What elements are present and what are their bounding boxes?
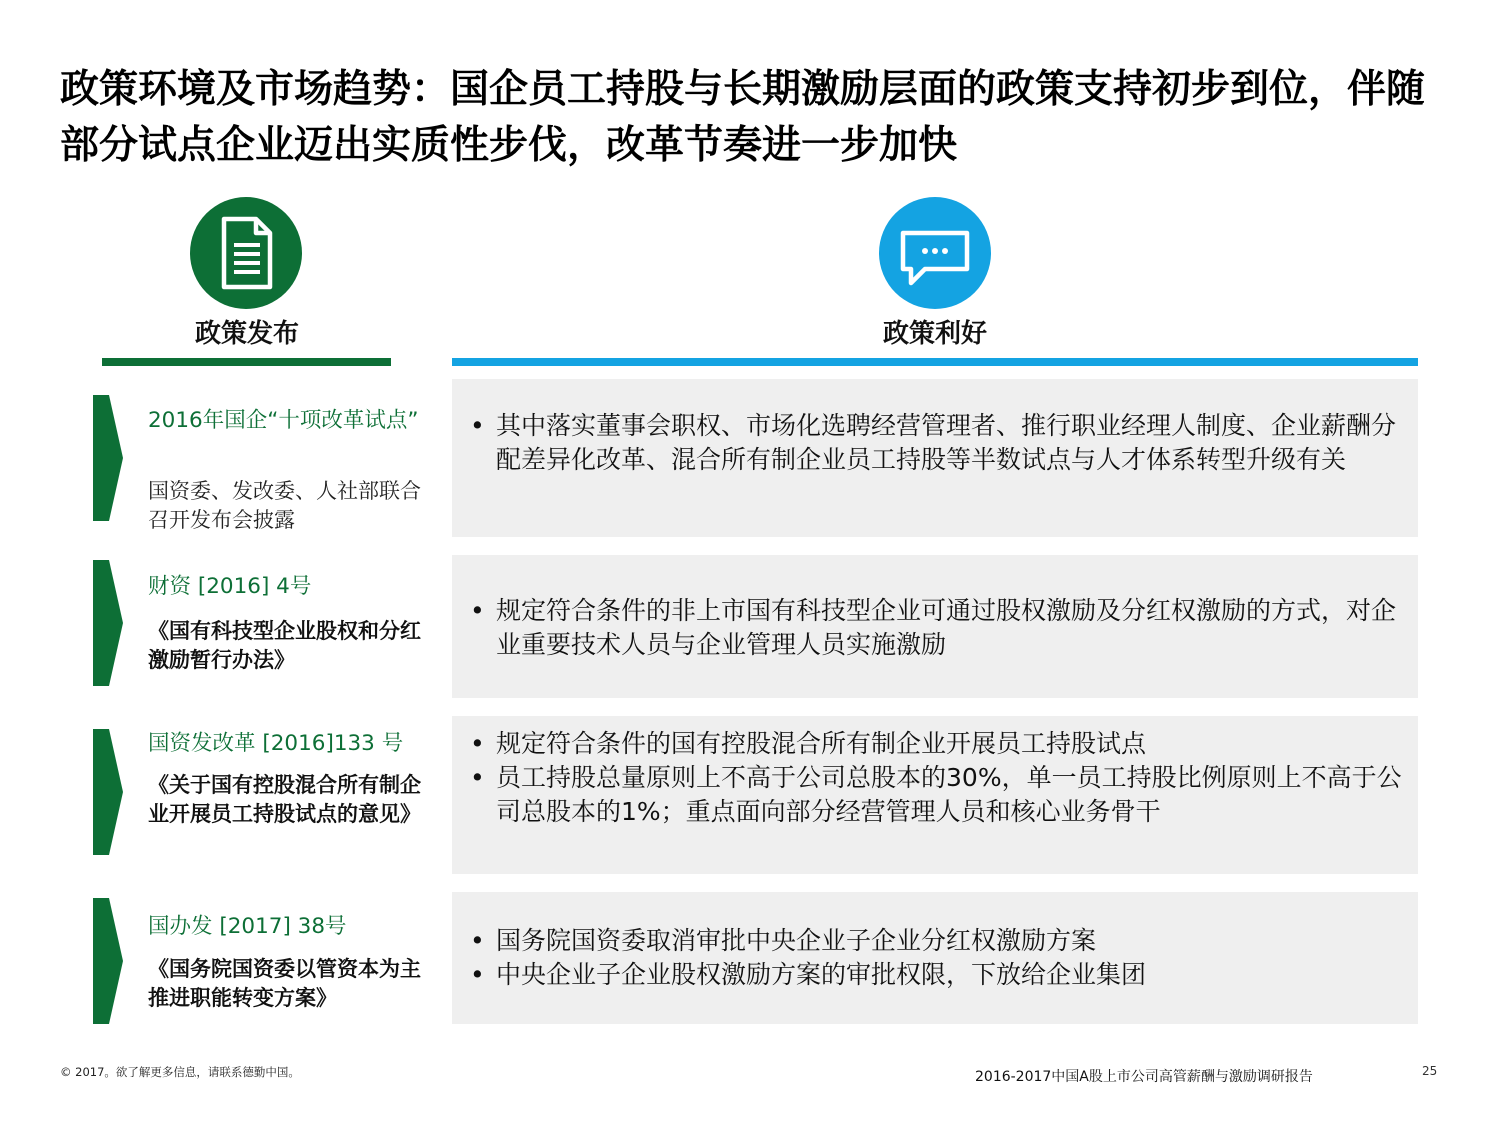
policy-release-badge (190, 197, 302, 309)
bullet-text: 员工持股总量原则上不高于公司总股本的30%，单一员工持股比例原则上不高于公司总股本的1%；重点面向部分经营管理人员和核心业务骨干 (496, 763, 1402, 826)
right-divider (452, 358, 1418, 366)
bullet-text: 国务院国资委取消审批中央企业子企业分红权激励方案 (496, 926, 1097, 955)
list-item (466, 727, 1404, 761)
policy-row-3 (93, 729, 433, 855)
page-number: 25 (1422, 1064, 1438, 1078)
list-item (466, 761, 1404, 829)
column-header-policy-benefit: 政策利好 (882, 319, 987, 349)
document-icon (190, 197, 302, 309)
policy-row-4 (93, 898, 433, 1024)
policy-title: 国办发 [2017] 38号 (148, 914, 347, 939)
chat-bubble-icon (879, 197, 991, 309)
bullet-glyph: • (470, 763, 485, 792)
left-divider (102, 358, 391, 366)
policy-subtitle: 《国有科技型企业股权和分红激励暂行办法》 (148, 619, 421, 672)
benefit-card-4 (452, 892, 1418, 1024)
bullet-text: 规定符合条件的国有控股混合所有制企业开展员工持股试点 (496, 729, 1147, 758)
page-title: 政策环境及市场趋势：国企员工持股与长期激励层面的政策支持初步到位，伴随部分试点企业迈出实质性步伐，改革节奏进一步加快 (60, 67, 1426, 168)
policy-benefit-badge (879, 197, 991, 309)
bullet-glyph: • (470, 729, 485, 758)
policy-title: 财资 [2016] 4号 (148, 574, 312, 599)
policy-subtitle: 《关于国有控股混合所有制企业开展员工持股试点的意见》 (148, 773, 421, 826)
bullet-glyph: • (470, 926, 485, 955)
policy-row-1 (93, 395, 433, 532)
list-item (466, 924, 1404, 958)
list-item (466, 594, 1404, 662)
bullet-glyph: • (470, 960, 485, 989)
bullet-text: 中央企业子企业股权激励方案的审批权限，下放给企业集团 (496, 960, 1147, 989)
bullet-text: 其中落实董事会职权、市场化选聘经营管理者、推行职业经理人制度、企业薪酬分配差异化改革、混合所有制企业员工持股等半数试点与人才体系转型升级有关 (496, 411, 1397, 474)
column-header-policy-release: 政策发布 (194, 319, 299, 349)
benefit-card-2 (452, 555, 1418, 698)
list-item (466, 409, 1404, 477)
chevron-marker (93, 898, 123, 1024)
list-item (466, 958, 1404, 992)
report-name: 2016-2017中国A股上市公司高管薪酬与激励调研报告 (975, 1069, 1313, 1085)
chevron-marker (93, 395, 123, 521)
benefit-card-3 (452, 716, 1418, 874)
policy-row-2 (93, 560, 433, 686)
policy-title: 国资发改革 [2016]133 号 (148, 731, 404, 756)
bullet-text: 规定符合条件的非上市国有科技型企业可通过股权激励及分红权激励的方式，对企业重要技术人员与企业管理人员实施激励 (496, 596, 1397, 659)
chevron-marker (93, 729, 123, 855)
policy-subtitle: 国资委、发改委、人社部联合召开发布会披露 (148, 479, 421, 532)
bullet-glyph: • (470, 596, 485, 625)
policy-title: 2016年国企“十项改革试点” (148, 408, 419, 433)
chevron-marker (93, 560, 123, 686)
bullet-glyph: • (470, 411, 485, 440)
policy-subtitle: 《国务院国资委以管资本为主推进职能转变方案》 (148, 957, 421, 1010)
benefit-card-1 (452, 379, 1418, 537)
copyright-notice: © 2017。欲了解更多信息，请联系德勤中国。 (60, 1065, 300, 1079)
